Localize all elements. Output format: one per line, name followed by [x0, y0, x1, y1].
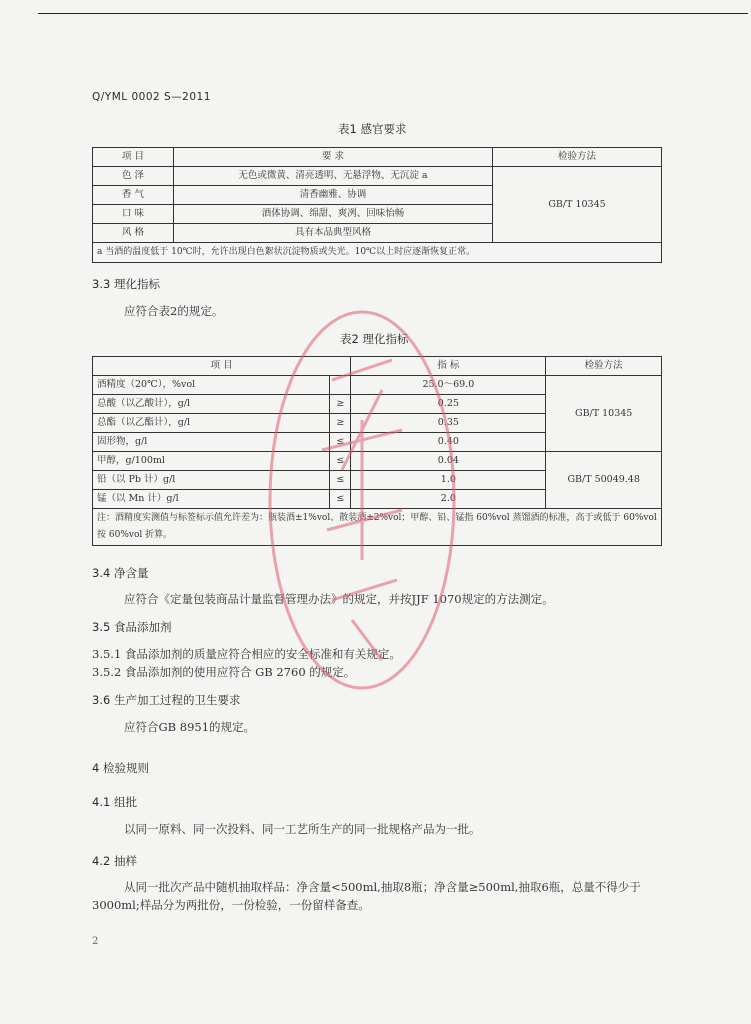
header-item: 项 目	[93, 148, 174, 167]
section-3-6-heading: 3.6 生产加工过程的卫生要求	[92, 693, 241, 707]
section-4-2-heading: 4.2 抽样	[92, 854, 137, 868]
row-value: 2.0	[351, 490, 546, 509]
section-3-4-text: 应符合《定量包装商品计量监督管理办法》的规定，并按JJF 1070规定的方法测定。	[124, 592, 554, 606]
table-header-row	[93, 148, 662, 167]
section-3-3-text: 应符合表2的规定。	[124, 304, 224, 318]
row-item: 口 味	[93, 205, 174, 224]
header-method: 检验方法	[493, 148, 662, 167]
header-method: 检验方法	[546, 357, 662, 376]
table-header-row	[93, 357, 662, 376]
row-item: 总酯（以乙酯计），g/l	[93, 414, 330, 433]
row-item: 总酸（以乙酸计），g/l	[93, 395, 330, 414]
header-item: 项 目	[93, 357, 351, 376]
section-4-2-text-line1: 从同一批次产品中随机抽取样品：净含量<500ml,抽取8瓶；净含量≥500ml,抽取6瓶，总量不得少于	[124, 880, 641, 894]
page-number: 2	[92, 936, 99, 947]
row-item: 甲醇，g/100ml	[93, 452, 330, 471]
row-requirement: 清香幽雅、协调	[174, 186, 493, 205]
table-note-row	[93, 509, 662, 546]
section-4-1-text: 以同一原料、同一次投料、同一工艺所生产的同一批规格产品为一批。	[124, 822, 481, 836]
row-value: 1.0	[351, 471, 546, 490]
table-row	[93, 167, 662, 186]
table2-note: 注：酒精度实测值与标签标示值允许差为：瓶装酒±1%vol、散装酒±2%vol；甲醇、铅、锰指 60%vol 蒸馏酒的标准，高于或低于 60%vol 按 60%vol 折算。	[93, 509, 662, 546]
row-value: 0.40	[351, 433, 546, 452]
method-cell: GB/T 10345	[493, 167, 662, 243]
table-note-row	[93, 243, 662, 263]
section-3-6-text: 应符合GB 8951的规定。	[124, 720, 256, 734]
header-requirement: 要 求	[174, 148, 493, 167]
section-3-4-heading: 3.4 净含量	[92, 566, 149, 580]
table1-note: a 当酒的温度低于 10℃时，允许出现白色絮状沉淀物质或失光。10℃以上时应逐渐恢复正常。	[93, 243, 662, 263]
section-3-5-heading: 3.5 食品添加剂	[92, 620, 172, 634]
row-requirement: 酒体协调、绵甜、爽冽、回味怡畅	[174, 205, 493, 224]
section-4-2-text-line2: 3000ml;样品分为两批份，一份检验，一份留样备查。	[92, 898, 370, 912]
row-value: 25.0～69.0	[351, 376, 546, 395]
table1-title: 表1 感官要求	[338, 122, 407, 136]
table2	[92, 356, 662, 546]
row-relation: ≥	[330, 395, 351, 414]
row-item: 风 格	[93, 224, 174, 243]
row-relation: ≥	[330, 414, 351, 433]
row-item: 酒精度（20℃），%vol	[93, 376, 330, 395]
row-relation: ≤	[330, 471, 351, 490]
top-rule	[38, 13, 748, 14]
header-value: 指 标	[351, 357, 546, 376]
row-requirement: 无色或微黄、清亮透明、无悬浮物、无沉淀 a	[174, 167, 493, 186]
table-row	[93, 452, 662, 471]
table1	[92, 147, 662, 263]
row-item: 香 气	[93, 186, 174, 205]
section-3-5-1-text: 3.5.1 食品添加剂的质量应符合相应的安全标准和有关规定。	[92, 647, 401, 661]
section-3-3-heading: 3.3 理化指标	[92, 277, 160, 291]
section-4-1-heading: 4.1 组批	[92, 795, 137, 809]
section-4-heading: 4 检验规则	[92, 761, 149, 775]
row-item: 色 泽	[93, 167, 174, 186]
method-cell-b: GB/T 50049.48	[546, 452, 662, 509]
row-value: 0.25	[351, 395, 546, 414]
row-value: 0.04	[351, 452, 546, 471]
row-item: 固形物，g/l	[93, 433, 330, 452]
row-relation	[330, 376, 351, 395]
row-relation: ≤	[330, 433, 351, 452]
table-row	[93, 376, 662, 395]
section-3-5-2-text: 3.5.2 食品添加剂的使用应符合 GB 2760 的规定。	[92, 665, 356, 679]
method-cell-a: GB/T 10345	[546, 376, 662, 452]
standard-code: Q/YML 0002 S—2011	[92, 91, 211, 103]
row-value: 0.35	[351, 414, 546, 433]
row-requirement: 具有本品典型风格	[174, 224, 493, 243]
table2-title: 表2 理化指标	[340, 332, 409, 346]
row-item: 铅（以 Pb 计）g/l	[93, 471, 330, 490]
row-relation: ≤	[330, 452, 351, 471]
row-item: 锰（以 Mn 计）g/l	[93, 490, 330, 509]
row-relation: ≤	[330, 490, 351, 509]
